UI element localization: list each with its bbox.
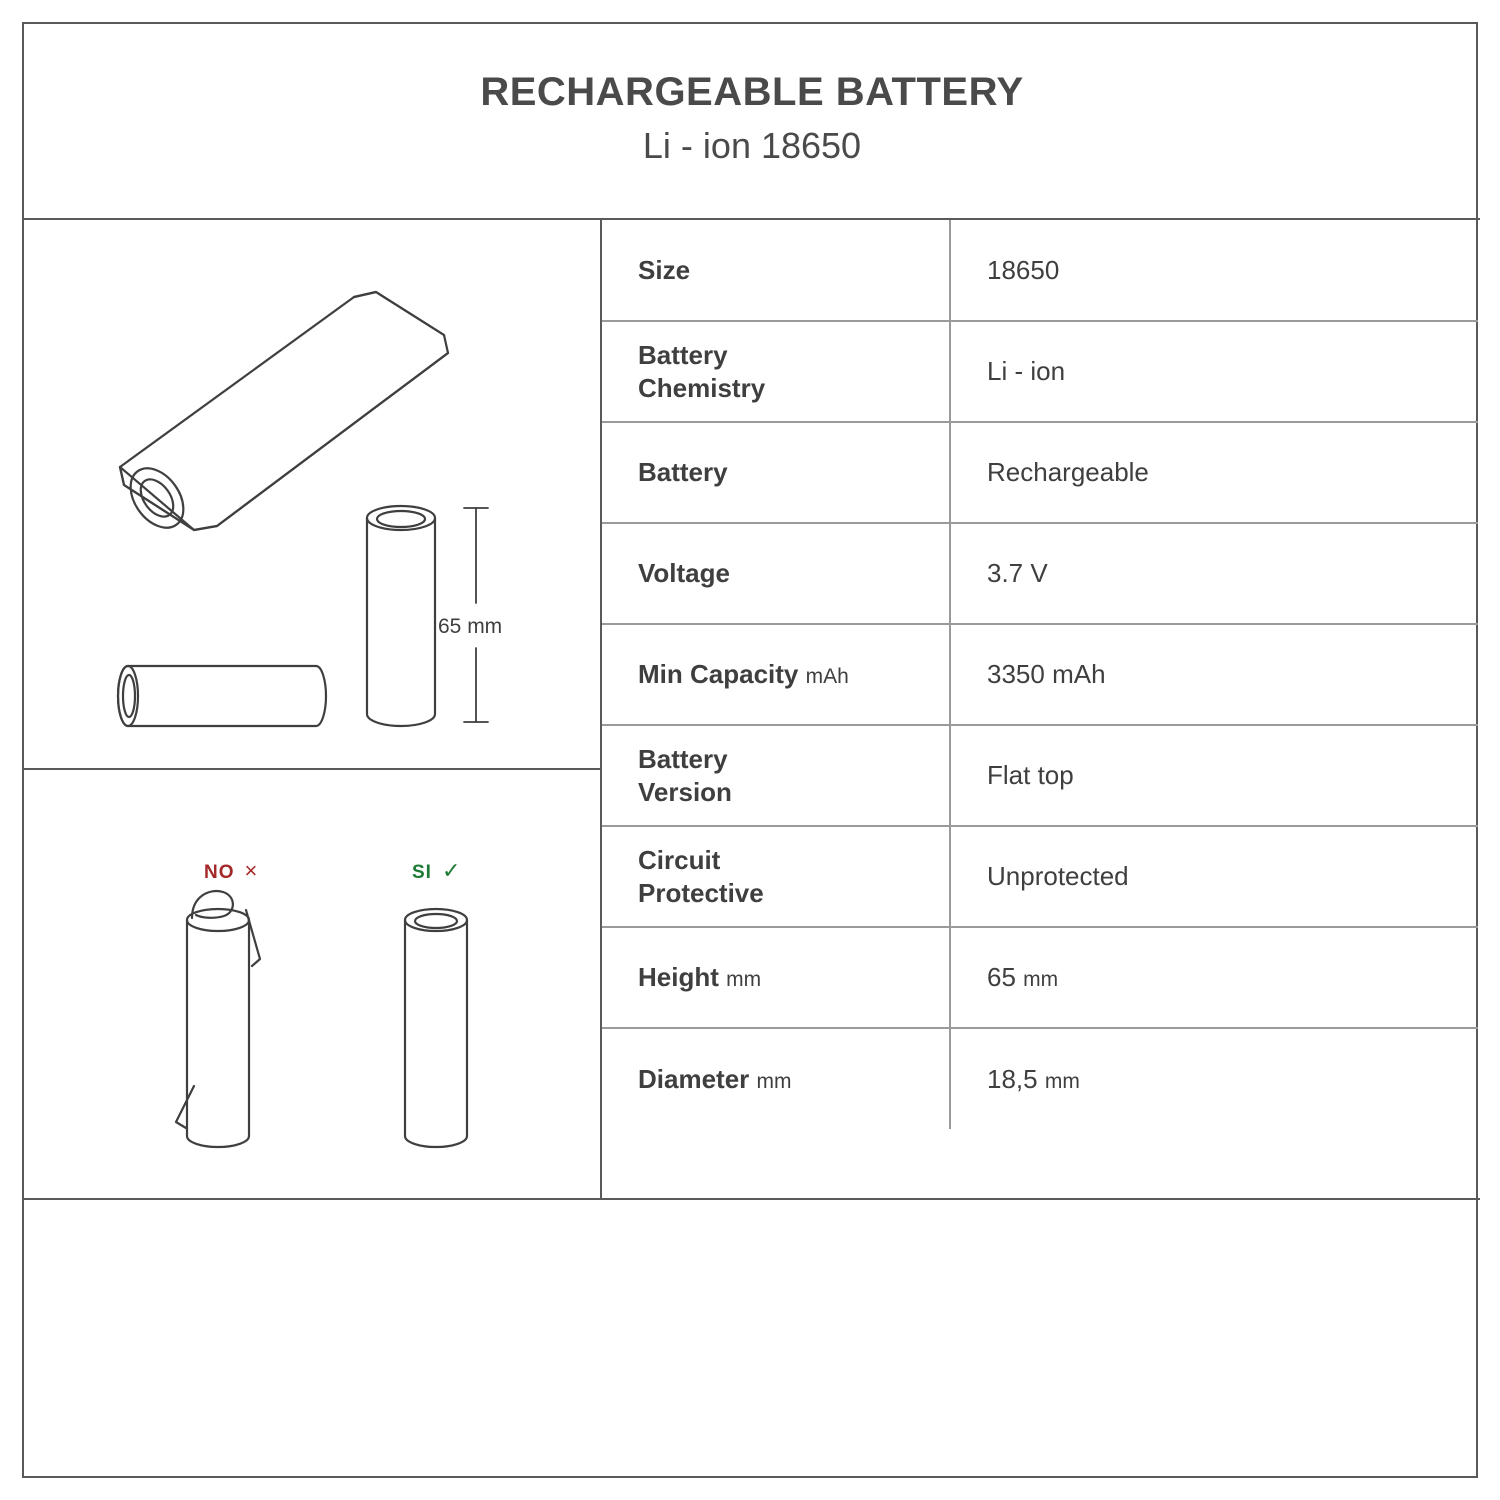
spec-label-unit: mAh bbox=[805, 665, 849, 689]
spec-value-unit: mm bbox=[1044, 1069, 1080, 1093]
spec-label: Min Capacity bbox=[638, 659, 799, 690]
dimension-label bbox=[438, 615, 502, 639]
spec-label-line1: Circuit bbox=[638, 845, 721, 875]
spec-value-cell bbox=[950, 624, 1478, 725]
spec-label-cell bbox=[602, 826, 950, 927]
battery-3d-tilted bbox=[120, 292, 448, 538]
no-marker bbox=[204, 858, 258, 884]
spec-label-line1: Battery bbox=[638, 744, 728, 774]
spec-label-unit: mm bbox=[756, 1069, 792, 1093]
tabs-warning-panel bbox=[24, 770, 602, 1198]
no-label: NO bbox=[204, 862, 235, 883]
table-row bbox=[602, 927, 1478, 1028]
specifications-table bbox=[602, 220, 1478, 1129]
spec-label: Size bbox=[638, 254, 691, 285]
table-row bbox=[602, 321, 1478, 422]
spec-label: Voltage bbox=[638, 558, 730, 589]
spec-label-line2: Chemistry bbox=[638, 372, 766, 403]
title-block bbox=[24, 24, 1480, 220]
cross-icon: × bbox=[244, 858, 259, 883]
si-marker bbox=[412, 858, 461, 884]
spec-label-unit: mm bbox=[726, 968, 762, 992]
spec-value: 3.7 V bbox=[987, 558, 1048, 588]
datasheet-frame bbox=[22, 22, 1478, 1478]
table-row bbox=[602, 422, 1478, 523]
spec-label-cell bbox=[602, 1028, 950, 1129]
spec-value-cell bbox=[950, 927, 1478, 1028]
spec-value: 65 bbox=[987, 962, 1016, 992]
spec-value: Flat top bbox=[987, 760, 1074, 790]
battery-horizontal bbox=[118, 666, 326, 726]
spec-label-cell bbox=[602, 220, 950, 321]
spec-label-line2: Protective bbox=[638, 877, 764, 908]
spec-label: Diameter bbox=[638, 1063, 750, 1094]
spec-label: Height bbox=[638, 962, 719, 993]
table-row bbox=[602, 1028, 1478, 1129]
spec-value: Li - ion bbox=[987, 356, 1066, 386]
spec-label-cell bbox=[602, 422, 950, 523]
page-title: RECHARGEABLE BATTERY bbox=[480, 70, 1024, 115]
battery-vertical bbox=[367, 506, 435, 726]
spec-table-body bbox=[602, 220, 1478, 1129]
dimension-value: 65 mm bbox=[438, 615, 503, 638]
spec-value-cell bbox=[950, 1028, 1478, 1129]
spec-value: 18,5 bbox=[987, 1063, 1038, 1094]
spec-label-cell bbox=[602, 321, 950, 422]
spec-value-cell bbox=[950, 826, 1478, 927]
spec-value: Unprotected bbox=[987, 861, 1129, 891]
spec-value-cell bbox=[950, 523, 1478, 624]
spec-label-cell bbox=[602, 624, 950, 725]
si-label: SI bbox=[412, 862, 432, 883]
table-row bbox=[602, 220, 1478, 321]
page-subtitle: Li - ion 18650 bbox=[642, 125, 862, 167]
battery-with-tabs bbox=[176, 891, 260, 1147]
notes-area bbox=[24, 1200, 1480, 1478]
table-row bbox=[602, 523, 1478, 624]
check-icon: ✓ bbox=[441, 858, 462, 883]
spec-label-line2: Version bbox=[638, 776, 732, 807]
table-row bbox=[602, 624, 1478, 725]
spec-value: 3350 mAh bbox=[987, 659, 1106, 689]
spec-label: Battery bbox=[638, 457, 728, 488]
table-row bbox=[602, 826, 1478, 927]
spec-value-cell bbox=[950, 725, 1478, 826]
spec-label-cell bbox=[602, 725, 950, 826]
spec-value: Rechargeable bbox=[987, 457, 1149, 487]
spec-value-unit: mm bbox=[1023, 968, 1059, 991]
spec-label-cell bbox=[602, 523, 950, 624]
spec-label-line1: Battery bbox=[638, 340, 728, 370]
tab-comparison-drawings bbox=[24, 770, 600, 1196]
battery-flat-top bbox=[405, 909, 467, 1147]
table-row bbox=[602, 725, 1478, 826]
battery-illustration-panel bbox=[24, 220, 602, 770]
spec-label-cell bbox=[602, 927, 950, 1028]
spec-value-cell bbox=[950, 220, 1478, 321]
spec-value-cell bbox=[950, 321, 1478, 422]
spec-value: 18650 bbox=[987, 254, 1060, 285]
battery-drawings bbox=[24, 220, 600, 768]
spec-value-cell bbox=[950, 422, 1478, 523]
